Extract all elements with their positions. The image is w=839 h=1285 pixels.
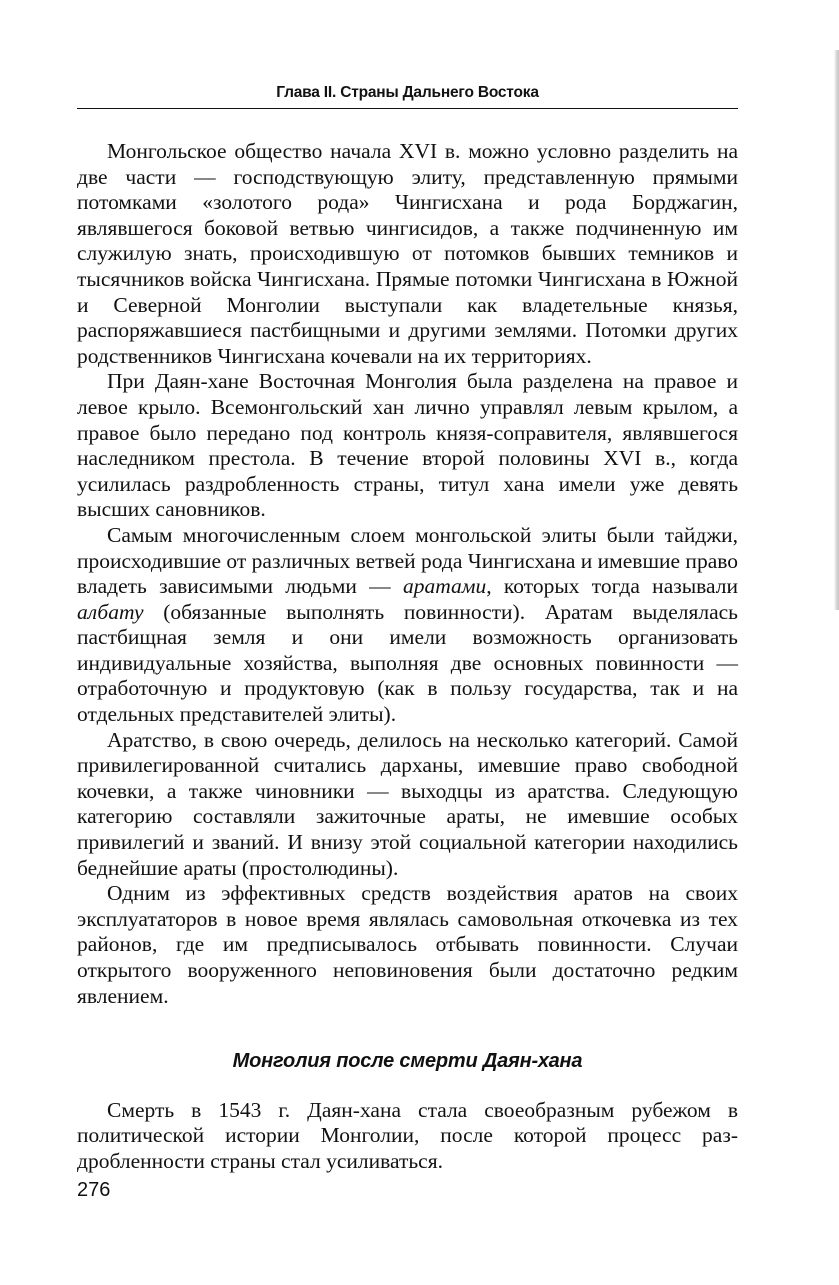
paragraph-3-text-end: (обязанные выполнять повинности). Аратам выделялась пастбищная земля и они имели возможность организовать индивидуальные хозяйства, выполняя две основных повинности — отработочную и продуктовую (как в пользу государства, так и на отдельных представителей элиты). — [77, 599, 738, 727]
paragraph-6 — [77, 1098, 738, 1175]
paragraph-2-text: При Даян-хане Восточная Монголия была разделена на правое и левое крыло. Всемонгольский хан лично управлял левым крылом, а правое было передано под контроль князя-соправителя, являвшегося наследником престола. В течение второй половины XVI в., когда усилилась раздробленность страны, титул хана имели уже девять высших сановников. — [77, 369, 738, 522]
paragraph-5-text: Одним из эффективных средств воздействия аратов на своих эксплуататоров в новое время являлась самовольная откочевка из тех районов, где им предписывалось отбывать повинности. Случаи открытого вооруженного неповиновения были достаточно редким явлением. — [77, 881, 738, 1008]
paragraph-5 — [77, 881, 738, 1009]
body-text — [77, 139, 738, 1175]
running-head: Глава II. Страны Дальнего Востока — [77, 84, 738, 109]
paragraph-6-text: Смерть в 1543 г. Даян-хана стала своеобразным рубежом в политической истории Монголии, после которой процесс раздробленности страны стал усиливаться. — [77, 1097, 738, 1173]
page-edge-shadow — [834, 50, 839, 610]
term-albatu: албату — [77, 599, 144, 624]
paragraph-4-text: Аратство, в свою очередь, делилось на несколько категорий. Самой привилегированной считались дарханы, имевшие право свободной кочевки, а также чиновники — выходцы из аратства. Следующую категорию составляли зажиточные араты, не имевшие особых привилегий и званий. И внизу этой социальной категории находились беднейшие араты (простолюдины). — [77, 727, 738, 880]
term-aratami: аратами — [402, 574, 487, 599]
paragraph-3 — [77, 523, 738, 728]
paragraph-2 — [77, 369, 738, 523]
paragraph-1-text: Монгольское общество начала XVI в. можно условно разделить на две части — господствующую элиту, представленную прямыми потомками «золотого рода» Чингисхана и рода Борджагин, являвшегося боковой ветвью чингисидов, а также подчиненную им служилую знать, происходившую от потомков бывших темников и тысячников войска Чингисхана. Прямые потомки Чингисхана в Южной и Северной Монголии выступали как владетельные князья, распоряжавшиеся пастбищными и другими землями. Потомки других родственников Чингисхана кочевали на их территориях. — [77, 139, 738, 368]
paragraph-4 — [77, 728, 738, 882]
page-number: 276 — [77, 1179, 111, 1201]
book-page — [77, 84, 738, 1175]
paragraph-3-text-middle: , которых тогда называли — [486, 574, 739, 599]
paragraph-1 — [77, 139, 738, 369]
section-heading: Монголия после смерти Даян-хана — [232, 1050, 583, 1073]
paragraph-3-text-start: Самым многочисленным слоем монгольской элиты были тайджи, происходившие от различных ветвей рода Чингисхана и имевшие право владеть зависимыми людьми — — [77, 522, 738, 599]
